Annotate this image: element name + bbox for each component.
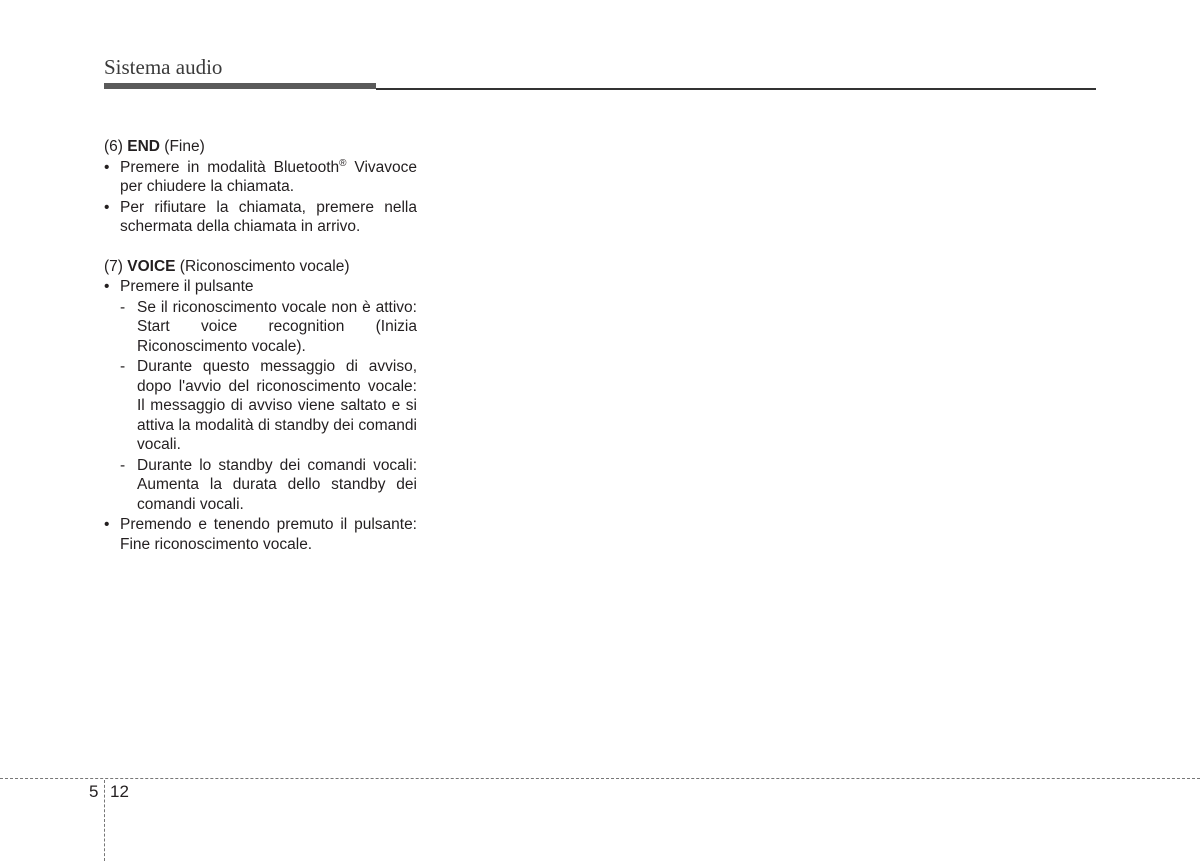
- list-item: [104, 515, 417, 554]
- heading-keyword: VOICE: [127, 257, 176, 275]
- bullet-text: Premendo e tenendo premuto il pulsante: Fine riconoscimento vocale.: [120, 516, 417, 553]
- sub-item-text: Durante lo standby dei comandi vocali: Aumenta la durata dello standby dei comandi vocali.: [137, 456, 417, 513]
- main-content: [104, 137, 417, 554]
- bullet-mark: •: [104, 158, 110, 176]
- header-rule-thin: [376, 88, 1096, 90]
- sub-item-text: Se il riconoscimento vocale non è attivo: Start voice recognition (Inizia Riconoscimento vocale).: [137, 298, 417, 355]
- section-heading-end: [104, 137, 417, 157]
- sub-item-text: Durante questo messaggio di avviso, dopo l'avvio del riconoscimento vocale: Il messaggio di avviso viene saltato e si attiva la modalità di standby dei comandi vocali.: [137, 358, 417, 453]
- sub-list-item: [104, 298, 417, 357]
- bullet-text: Premere in modalità Bluetooth: [120, 158, 340, 176]
- page-header-title: Sistema audio: [104, 55, 223, 79]
- section-heading-voice: [104, 257, 417, 277]
- heading-prefix: (7): [104, 257, 128, 275]
- bullet-text-cont: Vivavoce per chiudere la chiamata.: [120, 158, 417, 195]
- heading-prefix: (6): [104, 138, 128, 155]
- sub-list-item: [104, 456, 417, 515]
- sub-list-item: [104, 357, 417, 455]
- dash-mark: -: [120, 358, 126, 375]
- bullet-mark: •: [104, 198, 110, 216]
- list-item: [104, 158, 417, 197]
- dash-mark: -: [120, 456, 126, 474]
- bullet-mark: •: [104, 278, 110, 295]
- heading-suffix: (Riconoscimento vocale): [175, 257, 350, 275]
- bullet-mark: •: [104, 516, 110, 533]
- dash-mark: -: [120, 298, 126, 316]
- list-item: [104, 198, 417, 237]
- footer-divider: [0, 778, 1200, 779]
- heading-suffix: (Fine): [159, 138, 205, 155]
- footer-vertical-divider: [104, 780, 105, 861]
- registered-mark: ®: [339, 157, 347, 169]
- chapter-number: 5: [89, 782, 99, 801]
- page-number: 12: [110, 782, 129, 801]
- bullet-text: Per rifiutare la chiamata, premere nella schermata della chiamata in arrivo.: [120, 198, 417, 235]
- bullet-text: Premere il pulsante: [120, 278, 254, 295]
- list-item: [104, 277, 417, 297]
- header-rule-thick: [104, 83, 376, 89]
- heading-keyword: END: [127, 138, 160, 155]
